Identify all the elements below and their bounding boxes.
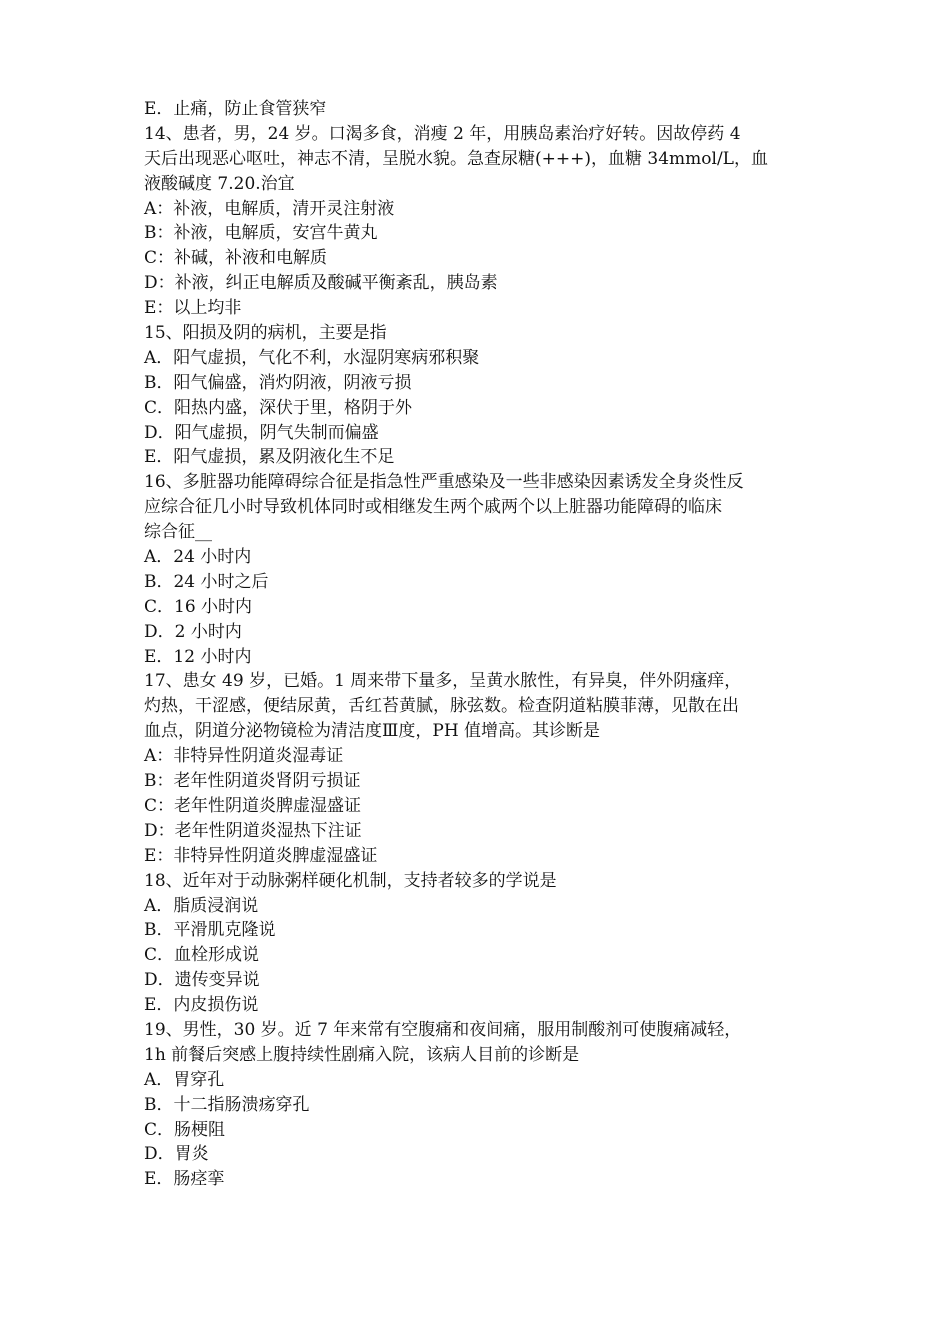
- question-16-stem: 16、多脏器功能障碍综合征是指急性严重感染及一些非感染因素诱发全身炎性反: [144, 472, 744, 493]
- option-line: D：补液，纠正电解质及酸碱平衡紊乱，胰岛素: [144, 273, 498, 294]
- question-14-stem: 天后出现恶心呕吐，神志不清，呈脱水貌。急查尿糖(+++)，血糖 34mmol/L，血: [144, 148, 768, 169]
- option-line: A．24 小时内: [144, 547, 252, 568]
- option-line: B．24 小时之后: [144, 571, 269, 592]
- option-line: A．阳气虚损，气化不利，水湿阴寒病邪积聚: [144, 347, 480, 368]
- question-14-stem: 14、患者，男，24 岁。口渴多食，消瘦 2 年，用胰岛素治疗好转。因故停药 4: [144, 123, 741, 144]
- option-line: A：补液，电解质，清开灵注射液: [144, 198, 395, 219]
- option-line: C：补碱，补液和电解质: [144, 248, 328, 269]
- question-16-stem: 应综合征几小时导致机体同时或相继发生两个戚两个以上脏器功能障碍的临床: [144, 497, 722, 518]
- option-line: D．阳气虚损，阴气失制而偏盛: [144, 422, 379, 443]
- document-body: [144, 97, 824, 1192]
- option-line: E：非特异性阴道炎脾虚湿盛证: [144, 845, 378, 866]
- option-line: C：老年性阴道炎脾虚湿盛证: [144, 795, 362, 816]
- question-17-stem: 灼热，干涩感，便结尿黄，舌红苔黄腻，脉弦数。检查阴道粘膜菲薄，见散在出: [144, 696, 739, 717]
- option-line: B．十二指肠溃疡穿孔: [144, 1094, 310, 1115]
- option-line: C．16 小时内: [144, 596, 253, 617]
- question-18-stem: 18、近年对于动脉粥样硬化机制，支持者较多的学说是: [144, 870, 557, 891]
- question-19-stem: 19、男性，30 岁。近 7 年来常有空腹痛和夜间痛，服用制酸剂可使腹痛减轻，: [144, 1019, 742, 1040]
- option-line: A：非特异性阴道炎湿毒证: [144, 746, 344, 767]
- question-14-stem: 液酸碱度 7.20.治宜: [144, 173, 295, 194]
- option-line: B：老年性阴道炎肾阴亏损证: [144, 771, 361, 792]
- option-line: E．肠痉挛: [144, 1169, 225, 1190]
- option-line: D：老年性阴道炎湿热下注证: [144, 820, 362, 841]
- question-15-stem: 15、阳损及阴的病机，主要是指: [144, 323, 387, 344]
- option-line: E．内皮损伤说: [144, 995, 259, 1016]
- option-line: D．遗传变异说: [144, 970, 260, 991]
- option-line: E．止痛，防止食管狭窄: [144, 99, 327, 119]
- question-16-stem: 综合征__: [144, 522, 212, 543]
- option-line: C．肠梗阻: [144, 1119, 226, 1140]
- option-line: A．胃穿孔: [144, 1069, 225, 1090]
- question-19-stem: 1h 前餐后突感上腹持续性剧痛入院，该病人目前的诊断是: [144, 1044, 580, 1065]
- question-17-stem: 血点，阴道分泌物镜检为清洁度Ⅲ度，PH 值增高。其诊断是: [144, 721, 601, 742]
- option-line: C．血栓形成说: [144, 945, 260, 966]
- option-line: B：补液，电解质，安宫牛黄丸: [144, 223, 378, 244]
- option-line: D．2 小时内: [144, 621, 242, 642]
- option-line: C．阳热内盛，深伏于里，格阴于外: [144, 397, 413, 418]
- option-line: E．12 小时内: [144, 646, 252, 667]
- option-line: E．阳气虚损，累及阴液化生不足: [144, 447, 395, 468]
- option-line: B．阳气偏盛，消灼阴液，阴液亏损: [144, 372, 412, 393]
- question-17-stem: 17、患女 49 岁，已婚。1 周来带下量多，呈黄水脓性，有异臭，伴外阴瘙痒，: [144, 671, 742, 692]
- option-line: D．胃炎: [144, 1144, 209, 1165]
- option-line: B．平滑肌克隆说: [144, 920, 276, 941]
- option-line: A．脂质浸润说: [144, 895, 259, 916]
- option-line: E：以上均非: [144, 298, 242, 319]
